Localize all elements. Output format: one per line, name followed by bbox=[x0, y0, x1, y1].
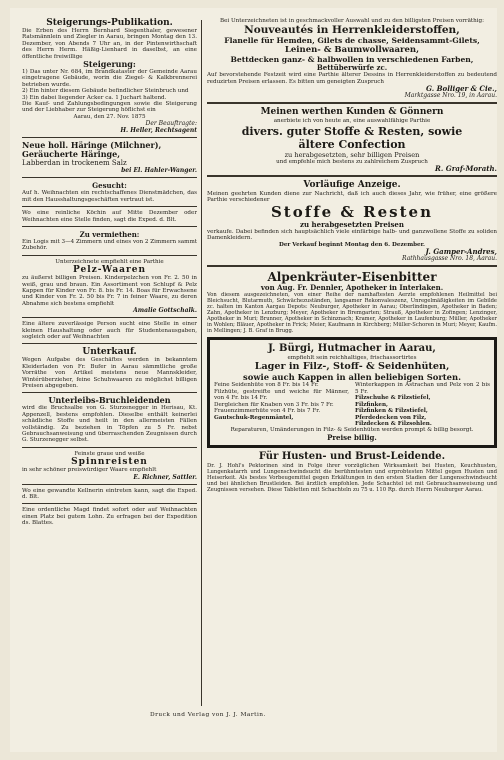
fur-signature: Amalie Gottschalk. bbox=[133, 307, 197, 315]
wanted-text: Auf h. Weihnachten ein rechtschaffenes Dienstmädchen, das mit den Hausshaltungsgeschäften vertraut ist. bbox=[22, 190, 197, 203]
auction-item-1: 1) Das unter Nr. 684, im Brandkataster der Gemeinde Aarau eingetragene Gebäude, worin die Ziegel- & Kalkbrennerei betrieben wurde. bbox=[22, 69, 197, 88]
burgi-repair: Reparaturen, Umänderungen in Filz- & Seidenhüten werden prompt & billig besorgt. bbox=[230, 427, 474, 434]
notice-big: Stoffe & Resten bbox=[270, 202, 434, 221]
graf-intro: anerbiete ich von heute an, eine auswahlfähige Parthie bbox=[273, 118, 431, 125]
maid-text: Eine ordentliche Magd findet sofort oder auf Weihnachten einen Platz bei gutem Lohn. Zu erfragen bei der Expedition ds. Blattes. bbox=[22, 507, 197, 527]
burgi-intro: empfiehlt sein reichhaltiges, frischassortirtes bbox=[287, 355, 417, 362]
cough-text: Dr. J. Hohl's Pektorinen sind in Folge ihrer vorzüglichen Wirksamkeit bei Husten, Keuchhusten, Lungenkatarrh und Lungenschwindsucht die berühmtesten und erprobtesten Mittel gegen Husten und Heiserkeit. Als bestes Vorbeugemittel gegen Erkältungen in den ersten Stadien der Lungenschwindsucht und bei ähnlichen Brustleiden. Bei ärztlich empfohlen. Jede Schachtel ist mit Gebrauchsanweisung und Zeugnissen versehen. Diese Tabletten mit Schachteln zu 75 u. 110 Rp. durch Herrn Neuburger Aarau. bbox=[207, 462, 497, 494]
printer-footer: Druck und Verlag von J. J. Martin. bbox=[150, 712, 266, 718]
burgi-item: Frauenzimmerhüte von 4 Fr. bis 7 Fr. bbox=[214, 408, 321, 415]
auction-signature: H. Heller, Rechtsagent bbox=[120, 127, 197, 135]
graf-big-2: ältere Confection bbox=[298, 137, 406, 151]
novelty-title: Nouveautés in Herrenkleiderstoffen, bbox=[244, 24, 460, 37]
spin-text: in sehr schöner preiswürdiger Waare empfiehlt bbox=[22, 467, 157, 474]
novelty-line-5: Bettüberwürfe zc. bbox=[316, 63, 388, 73]
burgi-left-list bbox=[214, 382, 349, 427]
burgi-item: Filzhüte, gestreifte und weiche für Männer, von 4 Fr. bis 14 Fr. bbox=[214, 388, 349, 402]
alp-by: von Aug. Fr. Dennler, Apotheker in Interlaken. bbox=[260, 283, 444, 293]
burgi-item: Feine Seidenhüte von 8 Fr. bis 14 Fr. bbox=[214, 382, 319, 389]
herring-seller: bei El. Hahler-Wanger. bbox=[121, 167, 197, 175]
notice-address: Rathhausgasse Nro. 18, Aarau. bbox=[402, 255, 497, 263]
divider bbox=[22, 447, 197, 448]
burgi-item-grid bbox=[214, 382, 490, 427]
divider bbox=[22, 503, 197, 504]
cook-text: Wo eine reinliche Köchin auf Mitte Dezember oder Weihnachten eine Stelle finden, sagt die Exped. d. Blt. bbox=[22, 210, 197, 223]
sale-text: Wegen Aufgabe des Geschäftes werden in bekanntem Kleiderladen von Fr. Bufer in Aarau sämmtliche große Vorräthe von Artikel meistens neue Mannskleider, Wintérüberzieher, feine Schuhwaaren zu möglichst billigen Preisen abgegeben. bbox=[22, 357, 197, 389]
divider bbox=[207, 265, 497, 267]
alp-title: Alpenkräuter-Eisenbitter bbox=[267, 270, 437, 285]
novelty-line-2: Flanelle für Hemden, Gilets de chasse, Seidensammt-Gilets, bbox=[224, 36, 480, 46]
herring-line-3: Labberdan in trockenem Salz bbox=[22, 159, 127, 168]
auction-terms: Die Kauf- und Zahlungsbedingungen sowie die Steigerung und der Liebhaber zur Steigerung höflichst ein bbox=[22, 101, 197, 114]
burgi-item: Filzschuhe & Filzstiefel, bbox=[355, 395, 431, 402]
right-column bbox=[207, 18, 497, 493]
remedy-text: wird die Bruchsalbe von G. Sturzenegger in Herisau, Kt. Appenzell, bestens empfohlen. Dieselbe enthält keinerlei schädliche Stoffe und heilt in den allermeisten Fällen vollständig. Zu beziehen in Töpfen zu 5 Fr. nebst Gebrauchsanweisung und überraschenden Zeugnissen durch G. Sturzenegger selbst. bbox=[22, 405, 197, 444]
divider bbox=[22, 317, 197, 318]
auction-title: Steigerungs-Publikation. bbox=[46, 18, 173, 28]
burgi-item: Filzfinken, bbox=[355, 401, 388, 408]
waitress-text: Wo eine gewandte Kellnerin eintreten kann, sagt die Exped. d. Blt. bbox=[22, 487, 197, 501]
rent-text: Ein Logis mit 3—4 Zimmern und eines von 2 Zimmern sammt Zubehör. bbox=[22, 238, 197, 252]
auction-item-2: 2) Ein hinter diesem Gebäude befindlicher Steinbruch und bbox=[22, 88, 189, 95]
wanted-title: Gesucht: bbox=[92, 181, 127, 191]
divider bbox=[22, 177, 197, 178]
sale-title: Unterkauf. bbox=[82, 347, 137, 358]
novelty-line-3: Leinen- & Baumwollwaaren, bbox=[284, 45, 420, 56]
position-text: Eine ältere zuverlässige Person sucht eine Stelle in einer kleinen Haushaltung oder auch für Studentenausgaben, sogleich oder auf Weihnachten bbox=[22, 321, 197, 340]
cough-title: Für Husten- und Brust-Leidende. bbox=[258, 450, 446, 462]
burgi-item: Filzfinken & Filzstiefel, bbox=[355, 408, 428, 415]
divider bbox=[22, 343, 197, 344]
burgi-big-2: sowie auch Kappen in allen beliebigen Sorten. bbox=[243, 372, 461, 383]
spin-signature: E. Richner, Sattler. bbox=[133, 473, 197, 481]
novelty-signature: G. Bolliger & Cie., bbox=[426, 84, 497, 94]
notice-text: verkaufe. Dabei befinden sich hauptsächlich viele einfärbige halb- und ganzwollene Stoffe zu soliden Damenkleidern. bbox=[207, 228, 497, 242]
burgi-item: Dergleichen für Knaben von 3 Fr. bis 7 Fr. bbox=[214, 401, 334, 408]
divider bbox=[22, 226, 197, 227]
notice-signature: J. Gamper-Andres, bbox=[425, 247, 497, 257]
graf-text: und empfehle mich bestens zu zahlreichem Zuspruch bbox=[276, 158, 428, 165]
spin-title: Spinnreisten bbox=[71, 457, 148, 468]
divider bbox=[22, 484, 197, 485]
graf-title: Meinen werthen Kunden & Gönnern bbox=[260, 107, 444, 118]
spin-intro: Feinste graue und weiße bbox=[74, 450, 145, 457]
novelty-text: Auf bevorstehende Festzeit wird eine Parthie älterer Dessins in Herrenkleiderstoffen zu bedeutend reduzirten Preisen erlassen. Es bitten um geneigten Zuspruch bbox=[207, 72, 497, 85]
herring-line-1: Neue holl. Häringe (Milchner), bbox=[22, 140, 162, 151]
fur-title: Pelz-Waaren bbox=[72, 265, 147, 276]
rent-title: Zu vermiethen: bbox=[79, 229, 140, 239]
auction-date: Aarau, den 27. Nov. 1875 bbox=[73, 113, 146, 120]
divider bbox=[22, 137, 197, 138]
divider bbox=[207, 102, 497, 104]
burgi-big-1: Lager in Filz-, Stoff- & Seidenhüten, bbox=[254, 361, 450, 373]
newspaper-page bbox=[10, 8, 497, 752]
graf-line: zu herabgesetzten, sehr billigen Preisen bbox=[284, 150, 420, 159]
column-divider bbox=[201, 20, 202, 706]
notice-title: Vorläufige Anzeige. bbox=[303, 180, 401, 191]
herring-line-2: Geräucherte Häringe, bbox=[22, 149, 120, 160]
notice-date: Der Verkauf beginnt Montag den 6. Dezember. bbox=[279, 241, 425, 248]
auction-heading: Steigerung: bbox=[83, 59, 136, 70]
novelty-address: Marktgasse Nro. 19, in Aarau. bbox=[404, 92, 497, 100]
novelty-intro: Bei Unterzeichneten ist in geschmackvoller Auswahl und zu den billigsten Preisen vorräthig: bbox=[219, 18, 485, 24]
divider bbox=[22, 206, 197, 207]
graf-big-1: divers. guter Stoffe & Resten, sowie bbox=[241, 124, 463, 138]
auction-signature-label: Der Beauftragte: bbox=[145, 120, 197, 128]
notice-line: zu herabgesetzten Preisen bbox=[300, 219, 404, 229]
fur-text: zu äußerst billigen Preisen. Kinderpelzchen von Fr. 2. 50 in weiß, grau und braun. Ein Assortiment von Schlupf & Pelz Kappen für Kinder von Fr. 8. bis Fr. 14. Boas für Erwachsene und Kinder von Fr. 2. 50 bis Fr. 7 in feiner Waare, zu deren Abnahme sich bestens empfiehlt bbox=[22, 275, 197, 307]
burgi-item: Filzdecken & Filzsohlen. bbox=[355, 420, 432, 427]
divider bbox=[22, 392, 197, 393]
burgi-name: J. Bürgi, Hutmacher in Aarau, bbox=[268, 343, 436, 355]
divider bbox=[22, 255, 197, 256]
burgi-right-list bbox=[355, 382, 490, 427]
burgi-item: Pferdedecken von Filz, bbox=[355, 414, 427, 421]
remedy-title: Unterleibs-Bruchleidenden bbox=[48, 395, 171, 406]
left-column bbox=[22, 18, 197, 527]
graf-signature: R. Graf-Morath. bbox=[435, 164, 497, 174]
burgi-item: Gautschuk-Regenmäntel, bbox=[214, 414, 294, 421]
burgi-price: Preise billig. bbox=[327, 432, 377, 442]
burgi-ad-box bbox=[207, 337, 497, 448]
fur-intro: Unterzeichnete empfiehlt eine Parthie bbox=[55, 258, 164, 265]
auction-item-3: 3) Ein dabei liegender Acker ca. 1 Juchart haltend. bbox=[22, 94, 167, 101]
divider bbox=[207, 175, 497, 177]
novelty-line-4: Bettdecken ganz- & halbwollen in verschiedenen Farben, bbox=[230, 55, 474, 65]
burgi-item: Winterkappen in Astrachan und Pelz von 2 bis 5 Fr. bbox=[355, 382, 490, 395]
auction-intro: Die Erben des Herrn Bernhard Siegenthaler, gewesener Ratsmännlein und Ziegler in Aarau, bringen Montag den 13. Dezember, von Abends 7 Uhr an, in der Pintenwirthschaft des Herrn Herm. Häßig-Lienhard in daselbst, an eine öffentliche freiwillige bbox=[22, 28, 197, 60]
notice-intro: Meinen geehrten Kunden diene zur Nachricht, daß ich auch dieses Jahr, wie früher, eine größere Parthie verschiedener bbox=[207, 191, 497, 204]
alp-text: Von diesem ausgezeichneten, von einer Reihe der namhaftesten Aerzte empfohlenen Heilmittel bei Bleichsucht, Blutarmuth, Schwächezuständen, langsamer Rekonvaleszenz, Unregelmäßigkeiten im Gebilde zc. halten im Kanton Aargau Depots: Neuburger, Apotheker in Aarau; Oberlindingen, Apotheker in Baden; Zahn, Apotheker in Lenzburg; Meyer, Apotheker in Bremgarten; Strauß, Apotheker in Zofingen; Lenzinger, Apotheker in Muri; Brunner, Apotheker in Schinznach; Kramer, Apotheker in Laufenburg; Müller, Apotheker in Wohlen; Bläuer, Apotheker in Frick; Meier, Kaufmann in Kirchberg; Müller-Schoren in Muri; Meyer, Kaufm. in Mellingen; J. B. Graf in Brugg. bbox=[207, 292, 497, 335]
